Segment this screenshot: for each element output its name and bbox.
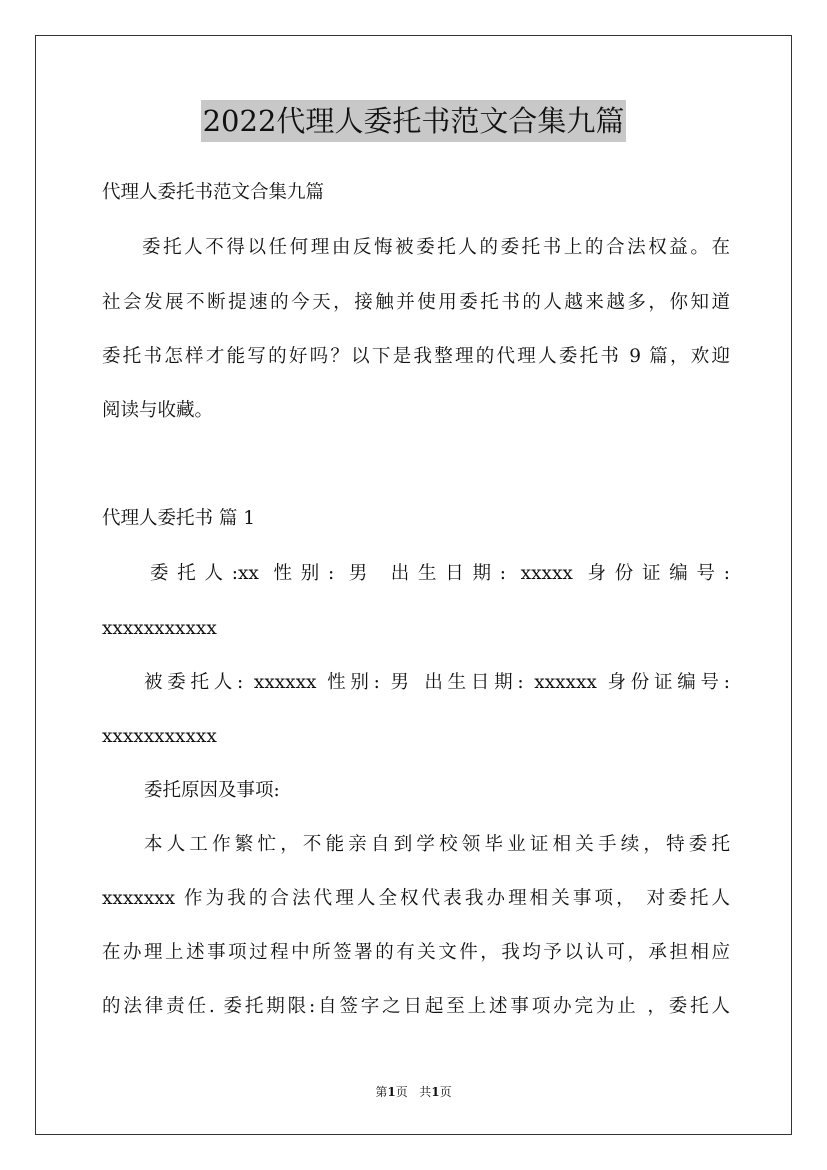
page-total: 1 [431,1085,440,1099]
reason-heading: 委托原因及事项: [144,780,280,801]
page-current: 1 [387,1085,396,1099]
page-prefix: 第 [375,1085,388,1099]
title-container [0,100,827,142]
principal-id-line: xxxxxxxxxxx [102,618,217,639]
document-title: 2022代理人委托书范文合集九篇 [201,100,627,142]
reason-line-2: xxxxxxx 作为我的合法代理人全权代表我办理相关事项， 对委托人 [102,888,730,909]
document-subtitle: 代理人委托书范文合集九篇 [102,182,325,203]
total-suffix: 页 [439,1085,452,1099]
agent-info-line: 被委托人: xxxxxx 性别: 男 出生日期: xxxxxx 身份证编号: [144,672,730,693]
reason-line-4: 的法律责任. 委托期限:自签字之日起至上述事项办完为止 ，委托人 [102,996,730,1017]
page-suffix: 页 [395,1085,408,1099]
reason-line-3: 在办理上述事项过程中所签署的有关文件，我均予以认可，承担相应 [102,942,730,963]
intro-line-3: 委托书怎样才能写的好吗？以下是我整理的代理人委托书 9 篇，欢迎 [102,346,730,367]
agent-id-line: xxxxxxxxxxx [102,726,217,747]
principal-info-line: 委托人:xx 性别: 男 出生日期: xxxxx 身份证编号: [150,563,730,584]
intro-line-4: 阅读与收藏。 [102,400,214,421]
section-heading: 代理人委托书 篇 1 [102,508,256,529]
intro-line-2: 社会发展不断提速的今天，接触并使用委托书的人越来越多，你知道 [102,292,730,313]
page-footer [0,1084,827,1100]
intro-line-1: 委托人不得以任何理由反悔被委托人的委托书上的合法权益。在 [142,237,730,258]
total-prefix: 共 [419,1085,432,1099]
reason-line-1: 本人工作繁忙，不能亲自到学校领毕业证相关手续，特委托 [144,834,730,855]
